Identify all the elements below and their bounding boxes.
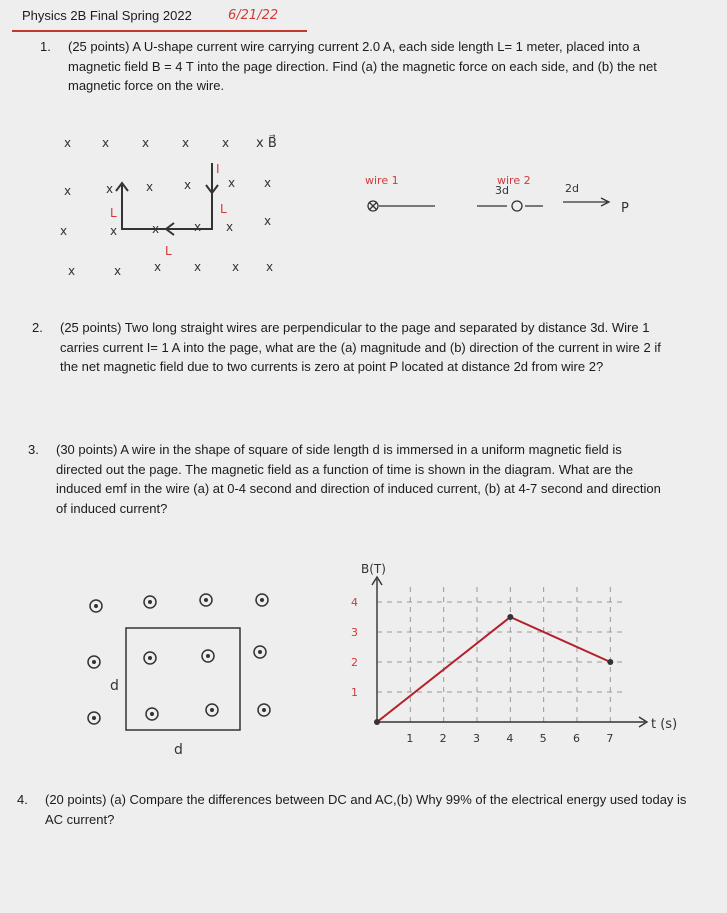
series-line [377, 617, 610, 722]
point-label: P [621, 201, 629, 216]
question-3 [28, 440, 666, 518]
svg-text:x: x [228, 176, 236, 190]
y-tick-label: 3 [351, 626, 358, 639]
header-underline [12, 30, 307, 32]
question-1 [40, 37, 668, 96]
svg-text:x: x [194, 260, 202, 274]
svg-text:x: x [64, 136, 72, 150]
x-tick-label: 5 [539, 732, 547, 745]
y-tick-label: 1 [351, 686, 358, 699]
svg-text:x: x [102, 136, 110, 150]
svg-text:x: x [232, 260, 240, 274]
svg-text:x: x [60, 224, 68, 238]
data-point [507, 614, 513, 620]
svg-text:x: x [110, 224, 118, 238]
svg-text:x: x [264, 214, 272, 228]
data-point [607, 659, 613, 665]
side-label-bottom: L [165, 244, 172, 258]
question-text: (20 points) (a) Compare the differences between DC and AC,(b) Why 99% of the electrical energy used today is AC current? [45, 792, 687, 827]
question-number: 4. [17, 792, 28, 807]
y-tick-label: 2 [351, 656, 358, 669]
svg-text:x: x [142, 136, 150, 150]
svg-text:x: x [68, 264, 76, 278]
svg-text:x: x [106, 182, 114, 196]
data-point [374, 719, 380, 725]
question-4 [17, 790, 695, 829]
side-label-right: L [220, 202, 227, 216]
gap1-label: 3d [495, 184, 509, 197]
field-label: x B⃗ [256, 136, 277, 151]
question-text: (25 points) Two long straight wires are perpendicular to the page and separated by distance 3d. Wire 1 carries current I= 1 A into the page, what are the (a) magnitude and (b) direction of the current in wire 2 if the net magnetic field due to two currents is zero at point P located at distance 2d from wire 2? [60, 320, 661, 374]
svg-text:x: x [264, 176, 272, 190]
side-label-left: L [110, 206, 117, 220]
x-tick-label: 2 [439, 732, 447, 745]
handwritten-date: 6/21/22 [228, 8, 279, 23]
x-tick-label: 4 [506, 732, 514, 745]
wires-sketch [355, 170, 655, 230]
svg-text:x: x [226, 220, 234, 234]
question-text: (25 points) A U-shape current wire carrying current 2.0 A, each side length L= 1 meter, placed into a magnetic field B = 4 T into the page direction. Find (a) the magnetic force on each side, and (b) the net magnetic force on the wire. [68, 39, 657, 93]
wire1-label: wire 1 [365, 174, 399, 187]
question-number: 2. [32, 320, 43, 335]
x-axis-label: t (s) [651, 717, 678, 732]
svg-text:x: x [184, 178, 192, 192]
x-tick-label: 6 [573, 732, 580, 745]
square-side-bottom: d [174, 742, 183, 758]
current-label: I [216, 162, 220, 176]
x-tick-label: 7 [606, 732, 614, 745]
y-axis-label: B(T) [361, 562, 386, 576]
svg-text:x: x [154, 260, 162, 274]
y-tick-label: 4 [351, 596, 358, 609]
question-number: 3. [28, 442, 39, 457]
bfield-time-chart [335, 560, 705, 760]
svg-text:x: x [64, 184, 72, 198]
x-tick-label: 1 [406, 732, 414, 745]
svg-text:x: x [266, 260, 274, 274]
wire2-label: wire 2 [497, 174, 531, 187]
svg-text:x: x [114, 264, 122, 278]
svg-text:x: x [182, 136, 190, 150]
question-number: 1. [40, 39, 51, 54]
course-title: Physics 2B Final Spring 2022 [22, 8, 192, 23]
svg-text:x: x [194, 220, 202, 234]
square-side-left: d [110, 678, 119, 694]
svg-text:x: x [146, 180, 154, 194]
square-loop-sketch [80, 580, 300, 760]
gap2-label: 2d [565, 182, 579, 195]
question-text: (30 points) A wire in the shape of square of side length d is immersed in a uniform magnetic field is directed out the page. The magnetic field as a function of time is shown in the diagram. What are the induced emf in the wire (a) at 0-4 second and direction of induced current, (b) at 4-7 second and direction of induced current? [56, 442, 661, 516]
svg-text:x: x [152, 222, 160, 236]
question-2 [32, 318, 670, 377]
ushape-sketch [50, 125, 310, 285]
svg-text:x: x [222, 136, 230, 150]
x-tick-label: 3 [473, 732, 480, 745]
